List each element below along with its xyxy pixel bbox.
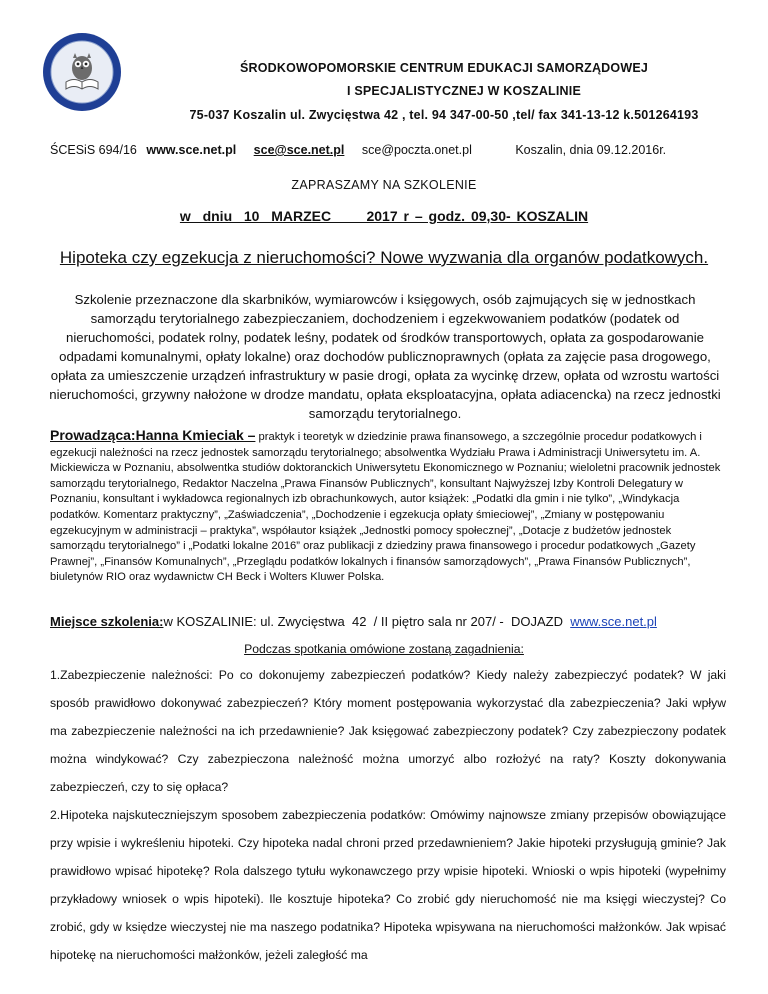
place-and-date: Koszalin, dnia 09.12.2016r. [515,143,667,157]
contact-line [50,143,666,157]
venue-website-link[interactable]: www.sce.net.pl [570,614,657,629]
topic-item: 1.Zabezpieczenie należności: Po co dokonujemy zabezpieczeń podatków? Kiedy należy zabezpieczyć podatek? W jaki sposób prawidłowo dokonywać zabezpieczeń? Który moment postępowania wykorzystać dla zabezpieczenia? Jaki wpływ ma zabezpieczenie należności na ich przedawnienie? Jak księgować zabezpieczony podatek? Czy zabezpieczony podatek można windykować? Czy zabezpieczona należność można umorzyć albo rozłożyć na raty? Koszty dokonywania zabezpieczeń, czy to się opłaca? [50,668,726,794]
topics-heading: Podczas spotkania omówione zostaną zagadnienia: [244,642,524,656]
trainer-label: Prowadząca:Hanna Kmieciak – [50,427,256,443]
topic-item: 2.Hipoteka najskuteczniejszym sposobem zabezpieczenia podatków: Omówimy najnowsze zmiany przepisów obowiązujące przy wpisie i wykreśleniu hipoteki. Czy hipoteka nadal chroni przed przedawnieniem? Jakie hipoteki przysługują gminie? Jak prawidłowo wpisać hipotekę? Rola dalszego tytułu wykonawczego przy wpisie hipoteki. Wnioski o wpis hipoteki (wypełnimy przykładowy wniosek o wpis hipoteki). Ile kosztuje hipoteka? Co zrobić gdy nieruchomość nie ma księgi wieczystej? Co zrobić, gdy w księdze wieczystej nie ma naszego podatnika? Hipoteka wpisywana na nieruchomości małżonków. Jak wpisać hipotekę na nieruchomości małżonków, jeżeli zaległość ma [50,808,726,962]
training-description: Szkolenie przeznaczone dla skarbników, wymiarowców i księgowych, osób zajmujących się w jednostkach samorządu terytorialnego zabezpieczaniem, dochodzeniem i egzekwowaniem podatków (podatek od nieruchomości, podatek rolny, podatek leśny, podatek od środków transportowych, opłata za gospodarowanie odpadami komunalnymi, opłaty lokalne) oraz dochodów publicznoprawnych (opłata za zajęcie pasa drogowego, opłata za umieszczenie urządzeń infrastruktury w pasie drogi, opłata za wycinkę drzew, opłata od wzrostu wartości nieruchomości, grzywny nałożone w drodze mandatu, opłata eksploatacyjna, opłata adiacencka) na rzecz jednostki samorządu terytorialnego. [49,292,721,421]
trainer-section [50,428,722,586]
venue-line [50,614,730,629]
event-date: w dniu 10 MARZEC 2017 r – godz. 09,30- KOSZALIN [179,208,589,224]
venue-label: Miejsce szkolenia: [50,614,164,629]
invitation-heading: ZAPRASZAMY NA SZKOLENIE [291,178,477,192]
website-link[interactable]: www.sce.net.pl [146,143,237,157]
training-title: Hipoteka czy egzekucja z nieruchomości? Nowe wyzwania dla organów podatkowych. [59,248,709,267]
trainer-bio: praktyk i teoretyk w dziedzinie prawa finansowego, a szczególnie procedur podatkowych i egzekucji należności na rzecz jednostek samorządu terytorialnego; absolwentka Wydziału Prawa i Administracji Uniwersytetu im. A. Mickiewicza w Poznaniu, absolwentka studiów doktoranckich Uniwersytetu Ekonomicznego w Poznaniu; wieloletni pracownik jednostek samorządu terytorialnego, Redaktor Naczelna „Prawa Finansów Publicznych”, konsultant Najwyższej Izby Kontroli Delegatury w Poznaniu, konsultant i wykładowca regionalnych izb obrachunkowych, autor książek: „Podatki dla gmin i nie tylko”, „Windykacja podatków. Komentarz praktyczny”, „Zaświadczenia”, „Dochodzenie i egzekucja opłaty śmieciowej”, „Zmiany w postępowaniu egzekucyjnym w administracji – praktyka”, współautor książek „Jednostki pomocy społecznej”, „Dotacje z budżetów jednostek samorządu terytorialnego” i „Podatki lokalne 2016” oraz publikacji z dziedziny prawa finansowego i procedur podatkowych „Gazety Prawnej”, „Finansów Komunalnych”, „Przeglądu podatków lokalnych i finansów samorządowych”, „Prawa Finansów Publicznych”, biuletynów RIO oraz wydawnictw CH Beck i Wolters Kluwer Polska. [50,431,721,584]
topics-list [50,661,726,969]
email-link-secondary[interactable]: sce@poczta.onet.pl [361,143,472,157]
organization-name-line2: I SPECJALISTYCZNEJ W KOSZALINIE [346,84,581,98]
reference-number: ŚCESiS 694/16 [50,143,137,157]
email-link-primary[interactable]: sce@sce.net.pl [253,143,345,157]
venue-text: w KOSZALINIE: ul. Zwycięstwa 42 / II piętro sala nr 207/ - DOJAZD [163,614,571,629]
organization-name-line1: ŚRODKOWOPOMORSKIE CENTRUM EDUKACJI SAMORZĄDOWEJ [239,61,649,75]
organization-address: 75-037 Koszalin ul. Zwycięstwa 42 , tel. 94 347-00-50 ,tel/ fax 341-13-12 k.501264193 [189,108,699,122]
